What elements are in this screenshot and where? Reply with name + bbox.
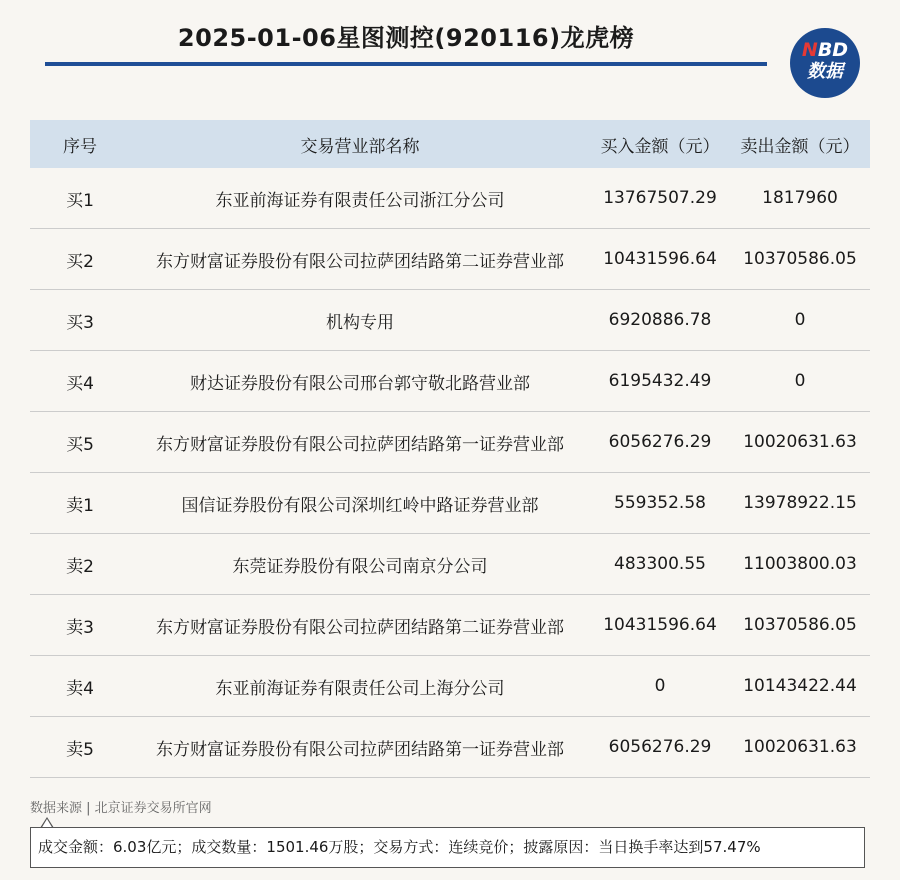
row-sell-amount: 1817960 [762, 188, 838, 208]
row-index: 买4 [66, 373, 94, 394]
row-sell-amount: 10020631.63 [743, 432, 857, 452]
table-header [30, 120, 870, 168]
table-body [30, 168, 870, 778]
table-row [30, 534, 870, 595]
row-sell-amount: 0 [794, 310, 806, 330]
row-broker-name: 东方财富证券股份有限公司拉萨团结路第二证券营业部 [156, 617, 564, 638]
table-row [30, 473, 870, 534]
row-index: 买5 [66, 434, 94, 455]
row-buy-amount: 10431596.64 [603, 615, 717, 635]
row-buy-amount: 0 [654, 676, 666, 696]
row-broker-name: 东方财富证券股份有限公司拉萨团结路第一证券营业部 [156, 739, 564, 760]
row-sell-amount: 10370586.05 [743, 615, 857, 635]
row-index: 买2 [66, 251, 94, 272]
row-sell-amount: 11003800.03 [743, 554, 857, 574]
row-buy-amount: 483300.55 [614, 554, 706, 574]
row-buy-amount: 10431596.64 [603, 249, 717, 269]
row-broker-name: 东方财富证券股份有限公司拉萨团结路第一证券营业部 [156, 434, 564, 455]
logo-nbd-text [790, 40, 860, 60]
row-index: 卖3 [66, 617, 94, 638]
row-buy-amount: 6056276.29 [608, 737, 712, 757]
row-broker-name: 国信证券股份有限公司深圳红岭中路证券营业部 [181, 495, 539, 516]
row-sell-amount: 13978922.15 [743, 493, 857, 513]
row-broker-name: 东亚前海证券有限责任公司上海分公司 [215, 678, 505, 699]
table-row [30, 595, 870, 656]
row-index: 买1 [66, 190, 94, 211]
title-underline [45, 62, 767, 66]
table-row [30, 717, 870, 778]
row-sell-amount: 0 [794, 371, 806, 391]
column-header-buy: 买入金额（元） [600, 136, 720, 157]
table-row [30, 412, 870, 473]
row-sell-amount: 10020631.63 [743, 737, 857, 757]
row-buy-amount: 6920886.78 [608, 310, 712, 330]
logo-data-text: 数据 [807, 61, 843, 82]
row-index: 卖4 [66, 678, 94, 699]
row-buy-amount: 6195432.49 [608, 371, 712, 391]
page-title: 2025-01-06星图测控(920116)龙虎榜 [177, 24, 635, 52]
data-source: 数据来源 | 北京证券交易所官网 [30, 801, 212, 816]
row-buy-amount: 6056276.29 [608, 432, 712, 452]
nbd-logo [790, 28, 860, 98]
row-index: 买3 [66, 312, 94, 333]
row-buy-amount: 13767507.29 [603, 188, 717, 208]
column-header-sell: 卖出金额（元） [740, 136, 860, 157]
row-broker-name: 东亚前海证券有限责任公司浙江分公司 [215, 190, 505, 211]
row-index: 卖5 [66, 739, 94, 760]
row-sell-amount: 10370586.05 [743, 249, 857, 269]
row-index: 卖2 [66, 556, 94, 577]
row-index: 卖1 [66, 495, 94, 516]
table-row [30, 168, 870, 229]
column-header-index: 序号 [63, 136, 97, 157]
table-row [30, 290, 870, 351]
table-row [30, 229, 870, 290]
row-sell-amount: 10143422.44 [743, 676, 857, 696]
dragon-tiger-table [30, 120, 870, 778]
logo-n-letter: N [801, 39, 818, 61]
table-row [30, 656, 870, 717]
column-header-broker: 交易营业部名称 [300, 136, 420, 157]
row-broker-name: 机构专用 [326, 312, 394, 333]
row-broker-name: 财达证券股份有限公司邢台郭守敬北路营业部 [190, 373, 530, 394]
row-broker-name: 东方财富证券股份有限公司拉萨团结路第二证券营业部 [156, 251, 564, 272]
trade-summary: 成交金额：6.03亿元；成交数量：1501.46万股；交易方式：连续竞价；披露原因：当日换手率达到57.47% [30, 827, 865, 868]
table-row [30, 351, 870, 412]
logo-bd-letters: BD [817, 39, 849, 61]
row-broker-name: 东莞证券股份有限公司南京分公司 [232, 556, 488, 577]
row-buy-amount: 559352.58 [614, 493, 706, 513]
